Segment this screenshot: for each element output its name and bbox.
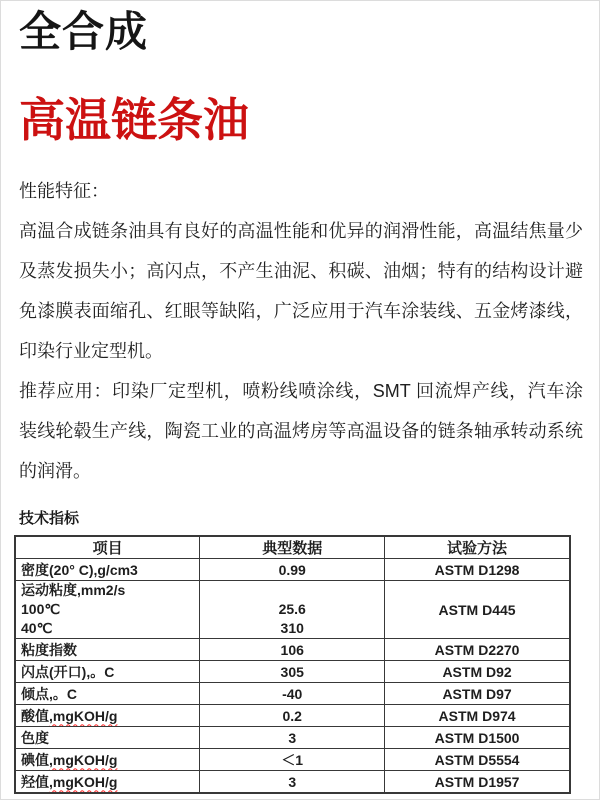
spec-method: ASTM D2270 [385, 639, 570, 661]
spec-method: ASTM D974 [385, 705, 570, 727]
spec-method: ASTM D92 [385, 661, 570, 683]
spec-table-header-row [15, 536, 570, 559]
spec-row-hydroxyl-value [15, 771, 570, 794]
performance-heading: 性能特征： [19, 181, 109, 201]
spec-method: ASTM D1298 [385, 559, 570, 581]
series-title: 全合成 [19, 8, 149, 55]
spec-row-iodine-value [15, 749, 570, 771]
spec-row-acid-value [15, 705, 570, 727]
spec-item [15, 771, 200, 794]
spec-value: 106 [200, 639, 385, 661]
spellcheck-underlined-unit: ,mgKOH/g [49, 773, 118, 790]
spec-row-color [15, 727, 570, 749]
spec-method: ASTM D1957 [385, 771, 570, 794]
spec-value: 0.2 [200, 705, 385, 727]
spec-value: 3 [200, 771, 385, 794]
column-header-item: 项目 [15, 536, 200, 559]
spec-value: ＜1 [200, 749, 385, 771]
spec-item-line: 40℃ [21, 620, 53, 636]
spec-item [15, 705, 200, 727]
spec-item [15, 749, 200, 771]
spec-item: 密度(20° C),g/cm3 [15, 559, 200, 581]
product-title: 高温链条油 [19, 94, 249, 146]
spec-item-name: 碘值 [21, 751, 49, 768]
spec-method: ASTM D445 [385, 581, 570, 639]
spec-row-viscosity-index [15, 639, 570, 661]
spec-item: 闪点(开口),。C [15, 661, 200, 683]
spec-value: 3 [200, 727, 385, 749]
spec-method: ASTM D5554 [385, 749, 570, 771]
spec-item-line: 100℃ [21, 601, 61, 617]
performance-paragraph: 高温合成链条油具有良好的高温性能和优异的润滑性能，高温结焦量少及蒸发损失小；高闪点，不产生油泥、积碳、油烟；特有的结构设计避免漆膜表面缩孔、红眼等缺陷，广泛应用于汽车涂装线、五金烤漆线，印染行业定型机。 [19, 221, 583, 361]
spec-item [15, 581, 200, 639]
spec-row-kinematic-viscosity [15, 581, 570, 639]
spec-item-name: 羟值 [21, 773, 49, 790]
spellcheck-underlined-unit: ,mgKOH/g [49, 707, 118, 724]
spec-item: 倾点,。C [15, 683, 200, 705]
spec-table [14, 535, 571, 794]
spec-row-pour-point [15, 683, 570, 705]
spec-value-line: 310 [280, 620, 304, 636]
specs-heading: 技术指标 [19, 510, 80, 527]
spec-row-density [15, 559, 570, 581]
spec-method: ASTM D1500 [385, 727, 570, 749]
spellcheck-underlined-unit: ,mgKOH/g [49, 751, 118, 768]
spec-item: 粘度指数 [15, 639, 200, 661]
spec-value-line [200, 581, 384, 600]
column-header-typical-data: 典型数据 [200, 536, 385, 559]
spec-value-line: 25.6 [278, 601, 306, 617]
spec-value [200, 581, 385, 639]
spec-item: 色度 [15, 727, 200, 749]
application-paragraph: 推荐应用：印染厂定型机，喷粉线喷涂线，SMT 回流焊产线，汽车涂装线轮毂生产线，陶瓷工业的高温烤房等高温设备的链条轴承转动系统的润滑。 [19, 381, 583, 481]
spec-value: 0.99 [200, 559, 385, 581]
spec-method: ASTM D97 [385, 683, 570, 705]
spec-item-name: 酸值 [21, 707, 49, 724]
spec-item-line: 运动粘度,mm2/s [21, 582, 126, 598]
spec-row-flash-point [15, 661, 570, 683]
spec-value: 305 [200, 661, 385, 683]
column-header-test-method: 试验方法 [385, 536, 570, 559]
spec-value: -40 [200, 683, 385, 705]
